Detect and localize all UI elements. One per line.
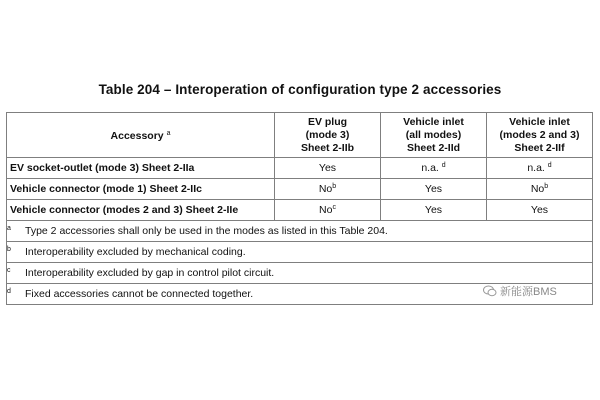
row-label: Vehicle connector (modes 2 and 3) Sheet 2-IIe xyxy=(7,200,275,221)
table-cell: n.a. $^d$ xyxy=(381,158,487,179)
table-cell: Yes xyxy=(275,158,381,179)
wechat-icon xyxy=(483,285,497,297)
table-cell: No$^c$ xyxy=(275,200,381,221)
watermark xyxy=(483,283,557,299)
table-cell: Yes xyxy=(487,200,593,221)
table-header-row xyxy=(7,113,593,158)
table-row xyxy=(7,179,593,200)
footnote-row xyxy=(7,221,593,242)
header-vehicle-inlet-modes23: Vehicle inlet (modes 2 and 3) Sheet 2-IIf xyxy=(487,113,593,158)
table-title: Table 204 – Interoperation of configuration type 2 accessories xyxy=(98,82,502,97)
row-label: EV socket-outlet (mode 3) Sheet 2-IIa xyxy=(7,158,275,179)
footnote-row xyxy=(7,263,593,284)
footnote-b: b Interoperability excluded by mechanical coding. xyxy=(7,242,593,263)
table-cell: Yes xyxy=(381,200,487,221)
table-row xyxy=(7,200,593,221)
header-vehicle-inlet-all: Vehicle inlet (all modes) Sheet 2-IId xyxy=(381,113,487,158)
table-cell: Yes xyxy=(381,179,487,200)
footnote-c: c Interoperability excluded by gap in control pilot circuit. xyxy=(7,263,593,284)
footnote-a: a Type 2 accessories shall only be used in the modes as listed in this Table 204. xyxy=(7,221,593,242)
table-cell: No$^b$ xyxy=(275,179,381,200)
row-label: Vehicle connector (mode 1) Sheet 2-IIc xyxy=(7,179,275,200)
interoperation-table xyxy=(6,112,593,305)
table-cell: No$^b$ xyxy=(487,179,593,200)
header-accessory: Accessory $^a$ xyxy=(7,113,275,158)
header-ev-plug: EV plug (mode 3) Sheet 2-IIb xyxy=(275,113,381,158)
watermark-text: 新能源BMS xyxy=(500,286,557,298)
footnote-row xyxy=(7,242,593,263)
footnote-d: d Fixed accessories cannot be connected together. xyxy=(7,284,593,305)
table-row xyxy=(7,158,593,179)
table-cell: n.a. $^d$ xyxy=(487,158,593,179)
